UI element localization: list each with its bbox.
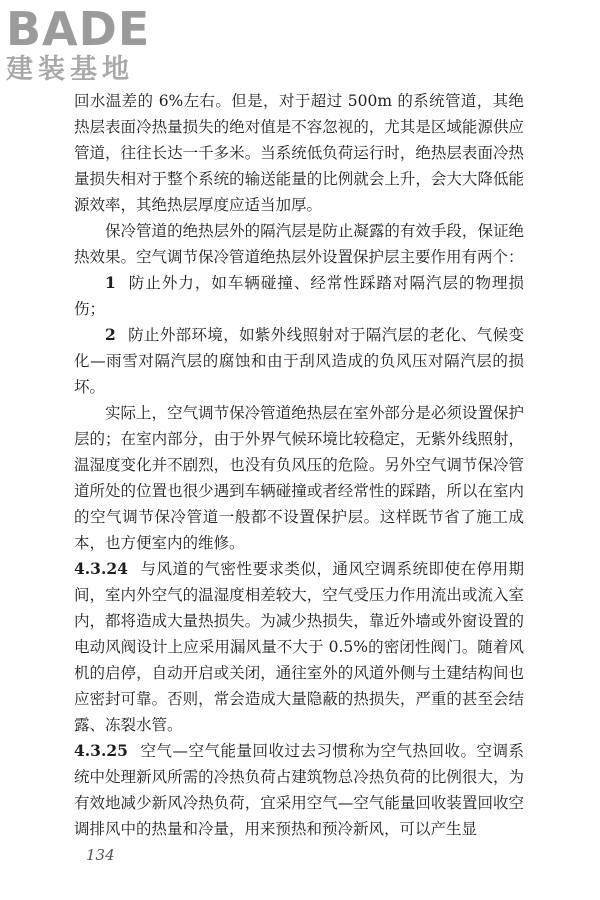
paragraph-vapor-barrier: 保冷管道的绝热层外的隔汽层是防止凝露的有效手段，保证绝热效果。空气调节保冷管道绝热层外设置保护层主要作用有两个： [74,222,524,266]
clause-4-3-25 [74,738,524,842]
clause-4-3-24-number: 4.3.24 [74,559,128,578]
clause-4-3-24 [74,556,524,738]
clause-4-3-25-number: 4.3.25 [74,741,128,760]
clause-4-3-25-text: 空气—空气能量回收过去习惯称为空气热回收。空调系统中处理新风所需的冷热负荷占建筑物总冷热负荷的比例很大，为有效地减少新风冷热负荷，宜采用空气—空气能量回收装置回收空调排风中的热量和冷量，用来预热和预冷新风，可以产生显 [74,742,524,838]
page-body [74,88,524,842]
page-number: 134 [86,846,115,864]
watermark-subtitle: 建装基地 [6,54,134,85]
watermark-brand: BADE [6,2,151,56]
paragraph-continuation: 回水温差的 6%左右。但是，对于超过 500m 的系统管道，其绝热层表面冷热量损失的绝对值是不容忽视的，尤其是区域能源供应管道，往往长达一千多米。当系统低负荷运行时，绝热层表面冷热量损失相对于整个系统的输送能量的比例就会上升，会大大降低能源效率，其绝热层厚度应适当加厚。 [74,92,524,214]
clause-4-3-24-text: 与风道的气密性要求类似，通风空调系统即使在停用期间，室内外空气的温湿度相差较大，空气受压力作用流出或流入室内，都将造成大量热损失。为减少热损失，靠近外墙或外窗设置的电动风阀设计上应采用漏风量不大于 0.5%的密闭性阀门。随着风机的启停，自动开启或关闭，通往室外的风道外侧与土建结构间也应密封可靠。否则，常会造成大量隐蔽的热损失，严重的甚至会结露、冻裂水管。 [74,560,524,734]
watermark-logo [6,4,176,86]
list-item-2-text: 防止外部环境，如紫外线照射对于隔汽层的老化、气候变化—雨雪对隔汽层的腐蚀和由于刮风造成的负风压对隔汽层的损坏。 [74,326,524,396]
list-item-1 [74,270,524,322]
list-item-1-text: 防止外力，如车辆碰撞、经常性踩踏对隔汽层的物理损伤； [74,274,524,318]
list-item-2-number: 2 [105,325,116,344]
paragraph-protection-layer: 实际上，空气调节保冷管道绝热层在室外部分是必须设置保护层的；在室内部分，由于外界气候环境比较稳定，无紫外线照射，温湿度变化并不剧烈，也没有负风压的危险。另外空气调节保冷管道所处的位置也很少遇到车辆碰撞或者经常性的踩踏，所以在室内的空气调节保冷管道一般都不设置保护层。这样既节省了施工成本，也方便室内的维修。 [74,404,524,552]
list-item-2 [74,322,524,400]
list-item-1-number: 1 [105,273,116,292]
